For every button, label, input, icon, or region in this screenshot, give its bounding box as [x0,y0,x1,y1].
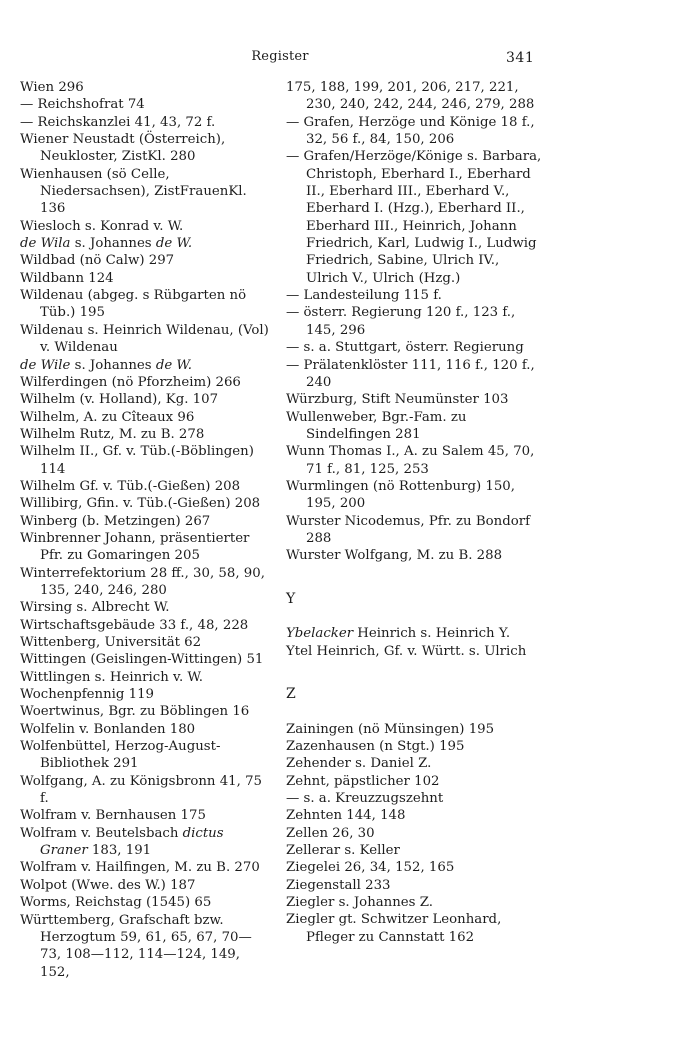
index-entry: Wurster Wolfgang, M. zu B. 288 [286,548,503,564]
entry-text: s. Johannes [70,357,156,373]
index-entry: Wittlingen s. Heinrich v. W. [20,669,203,685]
running-title: Register [251,49,309,64]
index-entry: Wittingen (Geislingen-Wittingen) 51 [20,652,264,668]
index-entry: Zellerar s. Keller [286,843,400,859]
index-entry: Wiesloch s. Konrad v. W. [20,218,184,234]
entry-text: s. Johannes [70,236,156,252]
index-entry: Wolfram v. Hailfingen, M. zu B. 270 [20,860,260,876]
index-entry: Wilhelm II., Gf. v. Tüb.(-Böblingen) 114 [20,444,254,477]
index-entry: — s. a. Kreuzzugszehnt [286,791,444,807]
index-entry: Ytel Heinrich, Gf. v. Württ. s. Ulrich [286,643,527,659]
index-entry: Winbrenner Johann, präsentierter Pfr. zu Gomaringen 205 [20,530,250,564]
index-entry: Wurmlingen (nö Rottenburg) 150, 195, 200 [286,478,515,512]
w-continued-entries [286,79,542,565]
index-entry: Würzburg, Stift Neumünster 103 [286,392,509,408]
page-number: 341 [506,50,535,66]
index-entry: Wilhelm Gf. v. Tüb.(-Gießen) 208 [20,478,241,494]
index-entry: Wolpot (Wwe. des W.) 187 [20,877,196,893]
right-column [286,79,542,946]
entry-text: Wolfram v. Beutelsbach [20,825,183,841]
index-entry: Ziegler s. Johannes Z. [286,895,433,911]
italic-term: dictus Graner [40,825,224,859]
index-entry: Zehnten 144, 148 [286,808,406,824]
section-letter-z: Z [286,686,296,702]
index-entry: Wilhelm (v. Holland), Kg. 107 [20,392,219,408]
italic-term: de W. [155,236,193,252]
index-entry: 175, 188, 199, 201, 206, 217, 221, 230, 240, 242, 244, 246, 279, 288 [286,80,535,113]
index-entry: Wirsing s. Albrecht W. [20,600,170,616]
index-entry: Wirtschaftsgebäude 33 f., 48, 228 [20,617,249,633]
index-entry: — Prälatenklöster 111, 116 f., 120 f., 240 [286,357,535,390]
index-entry: Zellen 26, 30 [286,825,375,841]
index-entry: — s. a. Stuttgart, österr. Regierung [286,340,524,356]
italic-term: Ybelacker [286,626,354,642]
index-entry: Württemberg, Grafschaft bzw. Herzogtum 59, 61, 65, 67, 70—73, 108—112, 114—124, 149, 152, [20,912,252,980]
index-entry: Woertwinus, Bgr. zu Böblingen 16 [20,704,250,720]
index-entry: Zainingen (nö Münsingen) 195 [286,721,495,737]
index-entry: — Reichshofrat 74 [20,97,145,113]
index-entry: Wolfgang, A. zu Königsbronn 41, 75 f. [20,773,263,807]
index-entry: — österr. Regierung 120 f., 123 f., 145, 296 [286,305,516,338]
index-entry: Wolfram v. Bernhausen 175 [20,808,206,824]
index-entry [20,825,270,860]
italic-term: de Wila [20,236,71,252]
italic-term: de W. [155,357,192,373]
index-entry: Zazenhausen (n Stgt.) 195 [286,739,465,755]
section-z-entries [286,721,542,946]
index-entry: Wien 296 [20,80,84,95]
index-entry: Wienhausen (sö Celle, Niedersachsen), ZistFrauenKl. 136 [20,166,247,217]
section-y-entries [286,625,542,660]
index-entry: Wolfelin v. Bonlanden 180 [20,721,196,737]
index-entry [20,235,270,252]
index-entry: Zehnt, päpstlicher 102 [286,773,440,789]
index-entry: Ziegelei 26, 34, 152, 165 [286,860,455,876]
index-entry: — Reichskanzlei 41, 43, 72 f. [20,114,216,130]
section-letter-y: Y [286,590,296,607]
index-entry [286,625,542,642]
index-entry: — Landesteilung 115 f. [286,288,442,304]
index-entry: Willibirg, Gfin. v. Tüb.(-Gießen) 208 [20,496,261,512]
index-entry: Wilhelm, A. zu Cîteaux 96 [20,409,195,425]
index-entry: Wolfenbüttel, Herzog-August-Bibliothek 291 [20,739,221,772]
index-entry: Wildbann 124 [20,270,114,286]
italic-term: de Wile [20,357,71,373]
index-entry: Wildenau (abgeg. s Rübgarten nö Tüb.) 195 [20,288,247,321]
index-entry [20,357,270,374]
index-entry: Ziegler gt. Schwitzer Leonhard, Pfleger zu Cannstatt 162 [286,912,502,945]
index-entry: — Grafen/Herzöge/Könige s. Barbara, Christoph, Eberhard I., Eberhard II., Eberhard III., Eberhard V., Eberhard I. (Hzg.), Eberhard II., Eberhard III., Heinrich, Johann Friedrich, Karl, Ludwig I., Ludwig Friedrich, Sabine, Ulrich IV., Ulrich V., Ulrich (Hzg.) [286,149,542,286]
index-entry: Ziegenstall 233 [286,877,391,893]
index-entry: Wittenberg, Universität 62 [20,635,202,650]
index-entry: Wochenpfennig 119 [20,687,155,703]
index-entry: Wilferdingen (nö Pforzheim) 266 [20,374,241,390]
left-column [20,79,270,981]
index-entry: Zehender s. Daniel Z. [286,756,432,772]
index-entry: Wullenweber, Bgr.-Fam. zu Sindelfingen 281 [286,409,467,442]
index-entry: Wunn Thomas I., A. zu Salem 45, 70, 71 f., 81, 125, 253 [286,444,535,477]
index-entry: Wildbad (nö Calw) 297 [20,253,175,269]
entry-text: Heinrich s. Heinrich Y. [353,626,511,642]
index-entry: Winterrefektorium 28 ff., 30, 58, 90, 135, 240, 246, 280 [20,565,265,598]
index-entry: Wiener Neustadt (Österreich), Neukloster, ZistKl. 280 [20,132,226,165]
index-entry: Wilhelm Rutz, M. zu B. 278 [20,426,205,442]
index-entry: — Grafen, Herzöge und Könige 18 f., 32, 56 f., 84, 150, 206 [286,114,535,148]
index-entry: Wildenau s. Heinrich Wildenau, (Vol) v. Wildenau [20,322,269,356]
index-entry: Wurster Nicodemus, Pfr. zu Bondorf 288 [286,513,530,546]
index-entry: Winberg (b. Metzingen) 267 [20,513,211,529]
index-entry: Worms, Reichstag (1545) 65 [20,895,212,911]
entry-text: 183, 191 [87,843,152,859]
